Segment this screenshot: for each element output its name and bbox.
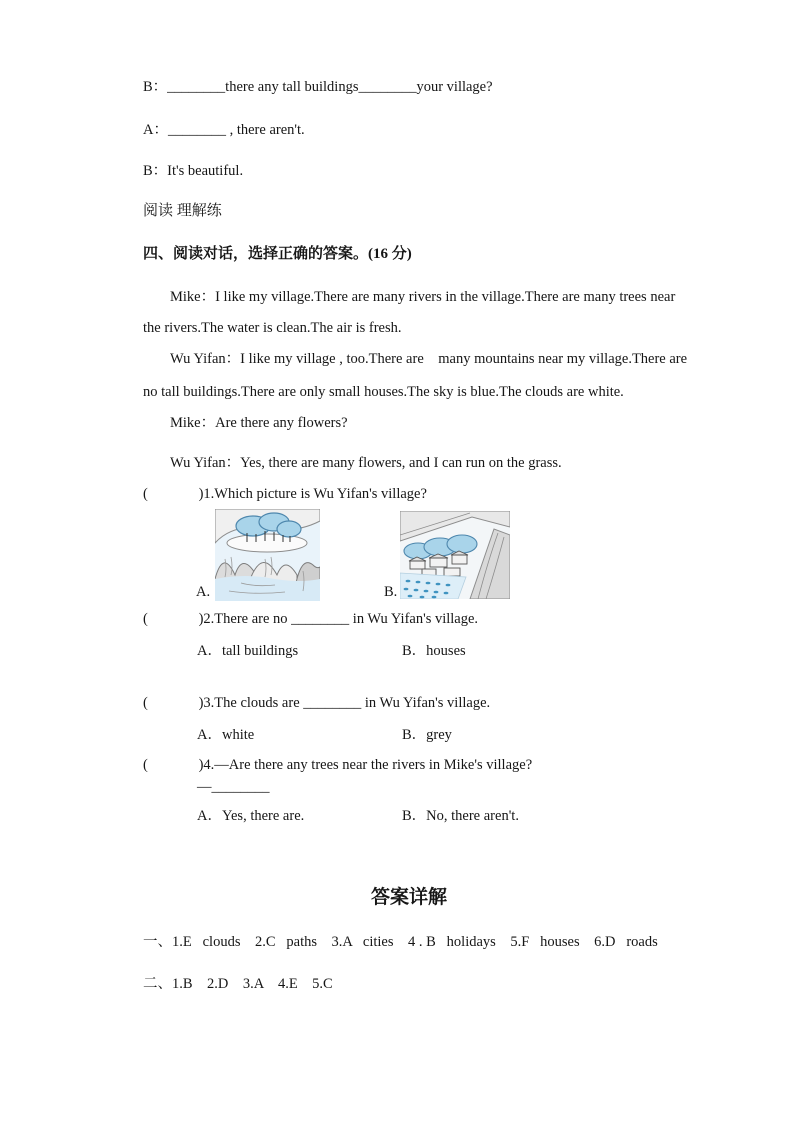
question-4-option-a: A．Yes, there are.: [197, 808, 305, 824]
question-3-option-b: B．grey: [402, 727, 452, 743]
passage-line: Mike：Are there any flowers?: [170, 415, 348, 431]
village-picture-b-illustration: [400, 511, 510, 599]
question-3-stem: ( )3.The clouds are ________ in Wu Yifan's village.: [143, 695, 491, 711]
passage-line: the rivers.The water is clean.The air is fresh.: [143, 320, 402, 336]
dialogue-line-b1: B：________there any tall buildings________your village?: [143, 79, 493, 95]
part4-heading: 四、阅读对话，选择正确的答案。(16 分): [143, 246, 412, 262]
question-2-option-a: A．tall buildings: [197, 643, 299, 659]
answer-key-line-1: 一、1.E clouds 2.C paths 3.A cities 4 . B holidays 5.F houses 6.D roads: [143, 934, 658, 950]
dialogue-line-a1: A：________ , there aren't.: [143, 122, 305, 138]
answer-section-title: 答案详解: [370, 887, 447, 908]
question-4-stem: ( )4.—Are there any trees near the rivers in Mike's village?: [143, 757, 533, 773]
question-4-answer-blank: —________: [197, 779, 270, 795]
picture-a-label: A.: [196, 584, 211, 600]
question-2-option-b: B．houses: [402, 643, 466, 659]
question-3-option-a: A．white: [197, 727, 255, 743]
passage-line: Mike：I like my village.There are many rivers in the village.There are many trees near: [170, 289, 676, 305]
village-picture-a-illustration: [215, 509, 320, 601]
question-4-option-b: B．No, there aren't.: [402, 808, 519, 824]
question-2-stem: ( )2.There are no ________ in Wu Yifan's village.: [143, 611, 479, 627]
answer-key-line-2: 二、1.B 2.D 3.A 4.E 5.C: [143, 976, 333, 992]
passage-line: Wu Yifan：Yes, there are many flowers, and I can run on the grass.: [170, 455, 562, 471]
passage-line: Wu Yifan：I like my village , too.There are many mountains near my village.There are: [170, 351, 688, 367]
question-1-stem: ( )1.Which picture is Wu Yifan's village?: [143, 486, 427, 502]
picture-b-label: B.: [384, 584, 398, 600]
dialogue-line-b2: B：It's beautiful.: [143, 163, 244, 179]
passage-line: no tall buildings.There are only small houses.The sky is blue.The clouds are white.: [143, 384, 624, 400]
reading-practice-label: 阅读 理解练: [143, 203, 222, 219]
